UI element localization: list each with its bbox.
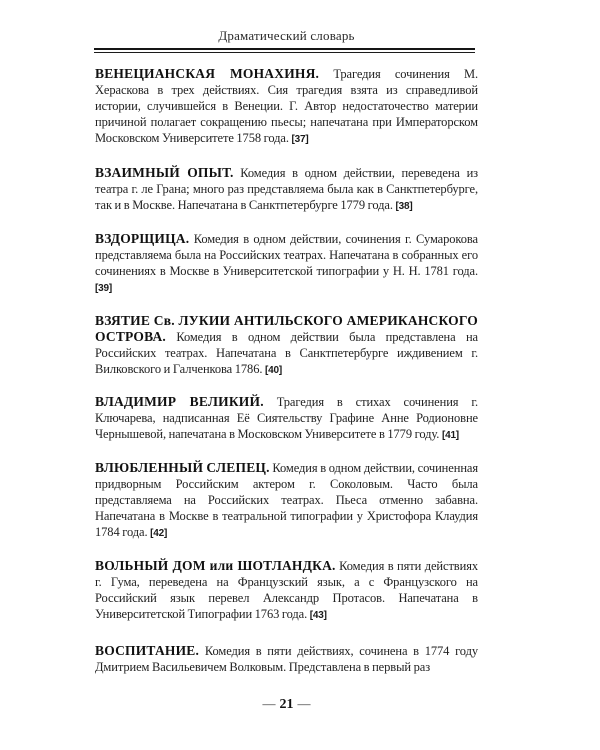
entry-ref: [40] xyxy=(265,365,283,376)
entry-body: Комедия в одном действии, переведена из театра г. ле Грана; много раз представляема была как в Санктпетербурге, так и в Москве. Напечатана в Санктпетербурге 1779 года. xyxy=(95,166,478,212)
entry-body: Комедия в одном действии, сочинения г. Сумарокова представляема была на Российских театрах. Напечатана в собранных его сочинениях в Москве в Университетской типографии у Н. Н. 1781 года. xyxy=(95,232,478,278)
entry-body: Комедия в пяти действиях г. Гума, переведена на Французский язык, а с Французского на Российский язык перевел Александр Протасов. Напечатана в Университетской Типографии 1763 года. xyxy=(95,559,478,621)
entry-ref: [43] xyxy=(309,610,327,621)
header-double-rule xyxy=(94,48,475,53)
dictionary-entry xyxy=(95,394,478,444)
entry-title: ВОЛЬНЫЙ ДОМ или ШОТЛАНДКА. xyxy=(95,558,336,573)
entry-title: ВЗАИМНЫЙ ОПЫТ. xyxy=(95,165,234,180)
dictionary-entry xyxy=(95,643,478,675)
entry-ref: [42] xyxy=(150,528,168,539)
entry-body: Комедия в одном действии была представлена на Российских театрах. Напечатана в Санктпетербурге иждивением г. Вилковского и Галченкова 1786. xyxy=(95,330,478,376)
page-number-value: 21 xyxy=(279,697,294,712)
page-number-dash-right: — xyxy=(297,696,311,711)
dictionary-entry xyxy=(95,231,478,297)
entry-title: ВЛАДИМИР ВЕЛИКИЙ. xyxy=(95,394,264,409)
entry-title: ВОСПИТАНИЕ. xyxy=(95,643,200,658)
entry-body: Комедия в одном действии, сочиненная придворным Российским актером г. Соколовым. Часто была представляема на Российских театрах. Пьеса отменно забавна. Напечатана в Москве в театральной типографии у Христофора Клаудия 1784 года. xyxy=(95,461,479,539)
page-number xyxy=(95,696,478,713)
entry-ref: [41] xyxy=(441,430,459,441)
running-head: Драматический словарь xyxy=(218,28,355,43)
entry-title: ВЗДОРЩИЦА. xyxy=(95,231,190,246)
dictionary-entry xyxy=(95,460,478,542)
dictionary-entry xyxy=(95,313,478,379)
dictionary-entry xyxy=(95,66,478,148)
entry-body: Трагедия сочинения М. Хераскова в трех действиях. Сия трагедия взята из справедливой истории, случившейся в Венеции. Г. Автор недостаточество материи причиной полагает сокращению пьесы; напечатана при Императорском Московском Университете 1758 года. xyxy=(95,67,478,145)
dictionary-entry xyxy=(95,165,478,215)
entry-body: Трагедия в стихах сочинения г. Ключарева, надписанная Её Сиятельству Графине Анне Родионовне Чернышевой, напечатана в Московском Университете в 1779 году. xyxy=(95,395,478,441)
entry-title: ВЛЮБЛЕННЫЙ СЛЕПЕЦ. xyxy=(95,460,270,475)
page-number-dash-left: — xyxy=(262,696,276,711)
entry-ref: [38] xyxy=(395,201,413,212)
entry-title: ВЗЯТИЕ Св. ЛУКИИ АНТИЛЬСКОГО АМЕРИКАНСКОГО ОСТРОВА. xyxy=(95,313,478,344)
dictionary-entry xyxy=(95,558,478,624)
entry-body: Комедия в пяти действиях, сочинена в 1774 году Дмитрием Васильевичем Волковым. Представлена в первый раз xyxy=(95,644,478,674)
entry-ref: [39] xyxy=(95,283,112,294)
entry-ref: [37] xyxy=(291,134,309,145)
entry-title: ВЕНЕЦИАНСКАЯ МОНАХИНЯ. xyxy=(95,66,320,81)
